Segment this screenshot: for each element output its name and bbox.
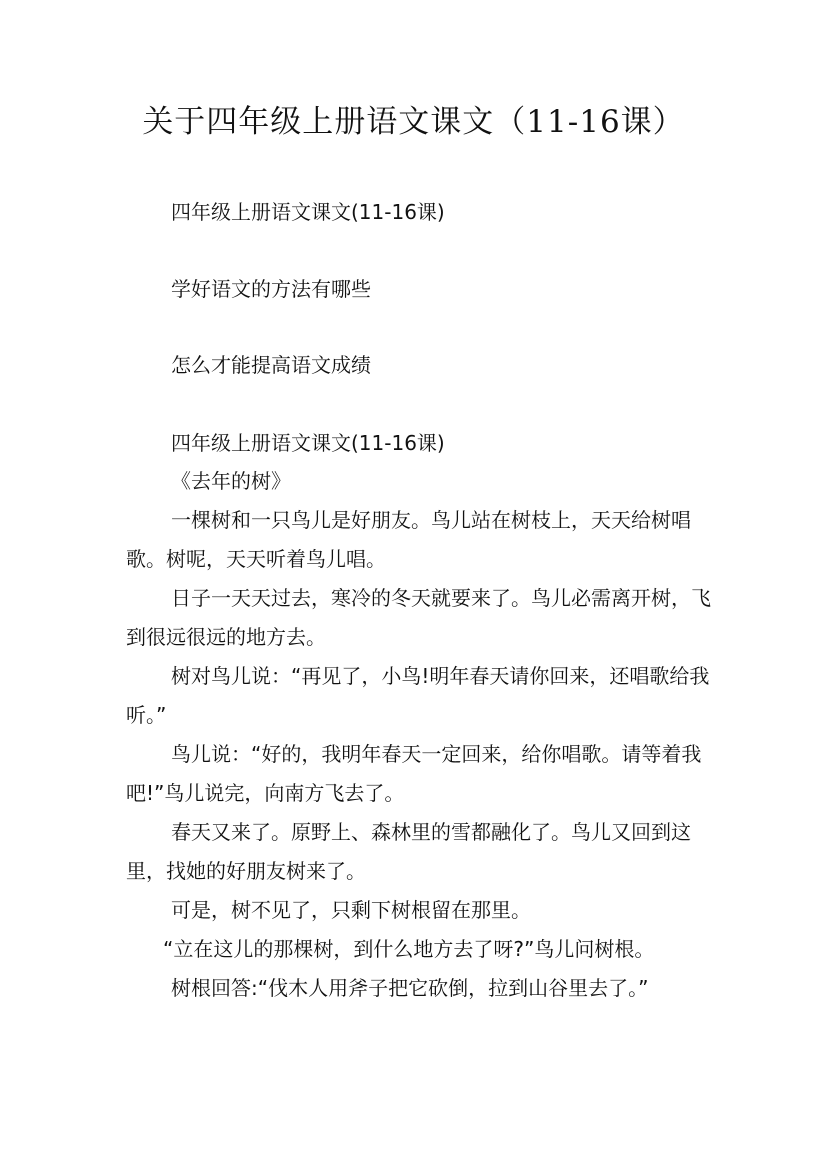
story-paragraph: 日子一天天过去，寒冷的冬天就要来了。鸟儿必需离开树，飞到很远很远的地方去。 [126, 586, 711, 649]
document-title: 关于四年级上册语文课文（11-16课） [142, 104, 685, 140]
story-paragraph: 树根回答:“伐木人用斧子把它砍倒，拉到山谷里去了。” [171, 976, 649, 1000]
intro-line-study-methods: 学好语文的方法有哪些 [171, 277, 371, 301]
story-paragraph: 春天又来了。原野上、森林里的雪都融化了。鸟儿又回到这里，找她的好朋友树来了。 [126, 820, 691, 883]
story-paragraph: 树对鸟儿说：“再见了，小鸟!明年春天请你回来，还唱歌给我听。” [126, 664, 710, 727]
story-paragraph: 鸟儿说：“好的，我明年春天一定回来，给你唱歌。请等着我吧!”鸟儿说完，向南方飞去了。 [126, 742, 702, 805]
story-paragraph: “立在这儿的那棵树，到什么地方去了呀?”鸟儿问树根。 [163, 937, 655, 961]
intro-line-improve-grades: 怎么才能提高语文成绩 [171, 353, 371, 377]
story-title: 《去年的树》 [171, 469, 291, 493]
intro-line-lesson-heading: 四年级上册语文课文(11-16课) [171, 200, 445, 224]
story-body [126, 501, 711, 1008]
story-paragraph: 一棵树和一只鸟儿是好朋友。鸟儿站在树枝上，天天给树唱歌。树呢，天天听着鸟儿唱。 [126, 508, 691, 571]
intro-line-lesson-heading-repeat: 四年级上册语文课文(11-16课) [171, 431, 445, 455]
story-paragraph: 可是，树不见了，只剩下树根留在那里。 [171, 898, 531, 922]
